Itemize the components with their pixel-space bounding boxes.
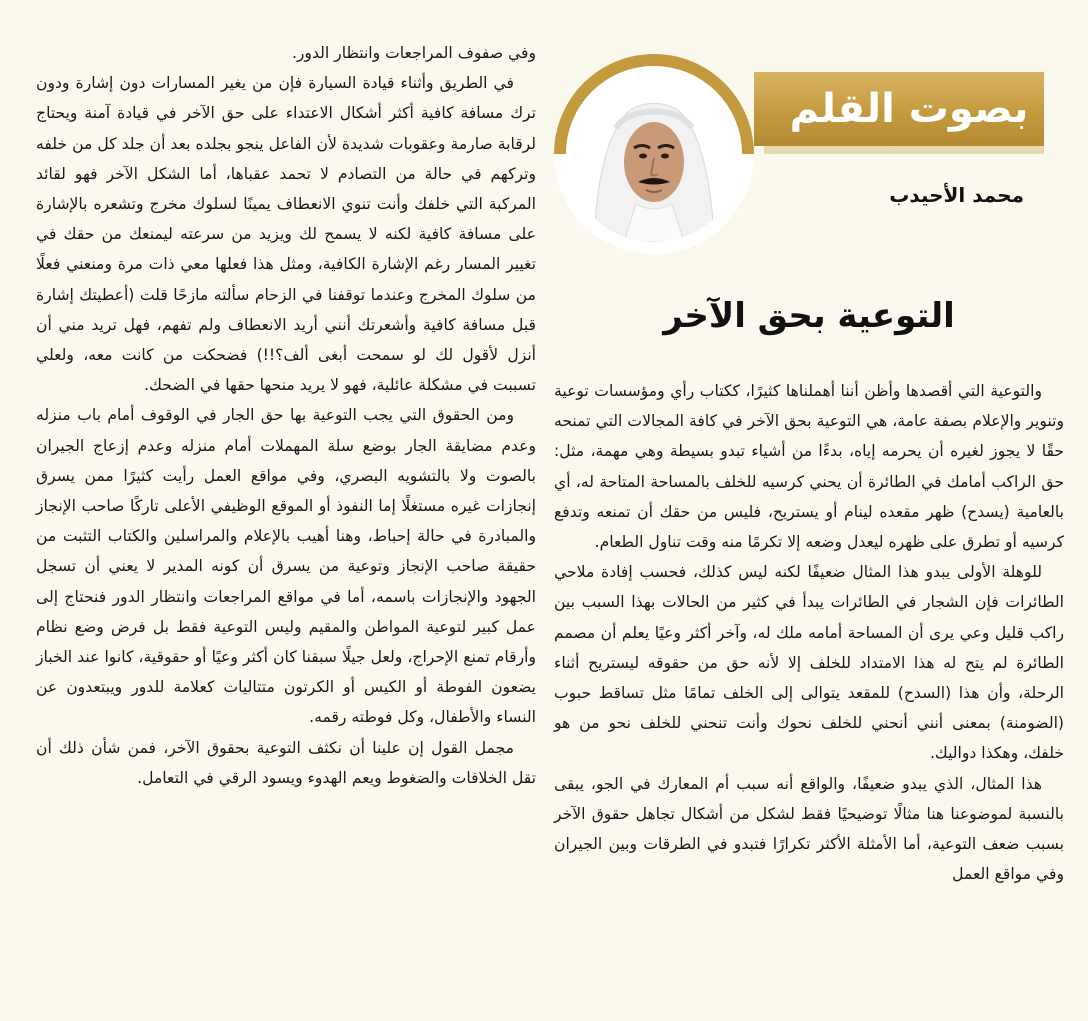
article-paragraph: للوهلة الأولى يبدو هذا المثال ضعيفًا لكنه ليس كذلك، فحسب إفادة ملاحي الطائرات فإن الشجار في الطائرات يبدأ في كثير من الحالات بهذا السبب بين راكب قليل وعي يرى أن المساحة أمامه ملك له، وآخر أكثر وعيًا يعلم أن مصمم الطائرة لم يتح له هذا الامتداد للخلف إلا لأنه حق من حقوقه ليستريح أثناء الرحلة، وأن هذا (السدح) للمقعد يتوالى إلى الخلف تمامًا مثل تساقط حبوب (الضومنة) بمعنى أنني أنحني للخلف نحوك وأنت تنحني للخلف نحو من هو خلفك، وهكذا دواليك.	[554, 563, 1064, 763]
article-paragraph: وفي صفوف المراجعات وانتظار الدور.	[291, 44, 536, 62]
column-banner	[754, 72, 1044, 146]
author-name: محمد الأحيدب	[889, 183, 1024, 207]
article-column-left	[36, 38, 536, 793]
newspaper-page	[18, 18, 1070, 1003]
article-paragraph: والتوعية التي أقصدها وأظن أننا أهملناها كثيرًا، ككتاب رأي ومؤسسات توعية وتنوير والإعلام بصفة عامة، هي التوعية بحق الآخر في كافة المجالات التي تمنحه حقًا لا يجوز لغيره أن يحرمه إياه، بدءًا من أشياء تبدو بسيطة وهي مهمة، مثل: حق الراكب أمامك في الطائرة أن يحني كرسيه للخلف بالمساحة المتاحة له، أي بالعامية (يسدح) ظهر مقعده لينام أو يستريح، فليس من حقك أن تمنعه وتدفع كرسيه أو تطرق على ظهره ليعدل وضعه إلا تكرمًا منه وقت تناول الطعام.	[554, 382, 1064, 552]
article-column-right	[554, 376, 1064, 889]
column-title: بصوت القلم	[789, 86, 1029, 132]
article-paragraph: في الطريق وأثناء قيادة السيارة فإن من يغير المسارات دون إشارة ودون ترك مسافة كافية أكثر أشكال الاعتداء على حق الآخر في قيادة آمنة ويحتاج لرقابة صارمة وعقوبات شديدة لأن الفاعل ينجو بجلده بعد أن جلد كل من خلفه وتركهم في حالة من التصادم لا تحمد عقباها، أما الشكل الآخر فهو لقائد المركبة التي خلفك وأنت تنوي الانعطاف يمينًا لسلوك مخرج وتشعره بالإشارة على مسافة كافية لكنه لا يسمح لك ويزيد من سرعته ليمنعك من حقك في تغيير المسار رغم الإشارة الكافية، ومثل هذا فعلها معي ذات مرة ومنعني فعلًا من سلوك المخرج وعندما توقفنا في الزحام سألته مازحًا قلت (أعطيتك إشارة قبل مسافة كافية وأشعرتك أنني أريد الانعطاف ولم تفهم، فهل تريد مني أن أنزل لأقول لك لو سمحت أبغى ألف؟!!) فضحكت من كانت معه، ولعلي تسببت في مشكلة عائلية، فهو لا يريد منحها حقها في الضحك.	[36, 74, 536, 395]
banner-divider	[764, 146, 1044, 154]
article-paragraph: ومن الحقوق التي يجب التوعية بها حق الجار في الوقوف أمام باب منزله وعدم مضايقة الجار بوضع سلة المهملات أمام منزله وعدم إزعاج الجيران بالصوت ولا بالتشويه البصري، وفي مواقع العمل رأيت كثيرًا ممن يسرق إنجازات غيره مستغلًا إما النفوذ أو الموقع الوظيفي الأعلى تاركًا صاحب الإنجاز والمبادرة في حالة إحباط، وهنا أهيب بالإعلام والمراسلين والكتاب التثبت من حقيقة صاحب الإنجاز وتوعية من يسرق أن كونه المدير لا يعني أن تسجل الجهود والإنجازات باسمه، أما في مواقع المراجعات وانتظار الدور فنحتاج إلى عمل كبير لتوعية المواطن والمقيم وليس التوعية فقط بل فرض وضع نظام وأرقام تمنع الإحراج، ولعل جيلًا سبقنا كان أكثر وعيًا أو حقوقية، كانوا عند الخباز يضعون الفوطة أو الكيس أو الكرتون متتاليات كعلامة للدور ويبتعدون عن النساء والأطفال، وكل فوطته رقمه.	[36, 406, 536, 727]
article-paragraph: مجمل القول إن علينا أن نكثف التوعية بحقوق الآخر، فمن شأن ذلك أن تقل الخلافات والضغوط ويعم الهدوء ويسود الرقي في التعامل.	[36, 738, 536, 787]
article-headline: التوعية بحق الآخر	[663, 296, 955, 336]
author-portrait-icon	[566, 66, 742, 242]
article-paragraph: هذا المثال، الذي يبدو ضعيفًا، والواقع أنه سبب أم المعارك في الجو، يبقى بالنسبة لموضوعنا هنا مثالًا توضيحيًا فقط لشكل من أشكال تجاهل حقوق الآخر بسبب ضعف التوعية، أما الأمثلة الأكثر تكرارًا فتبدو في الطرقات وبين الجيران وفي مواقع العمل	[554, 774, 1064, 884]
author-photo	[566, 66, 742, 242]
